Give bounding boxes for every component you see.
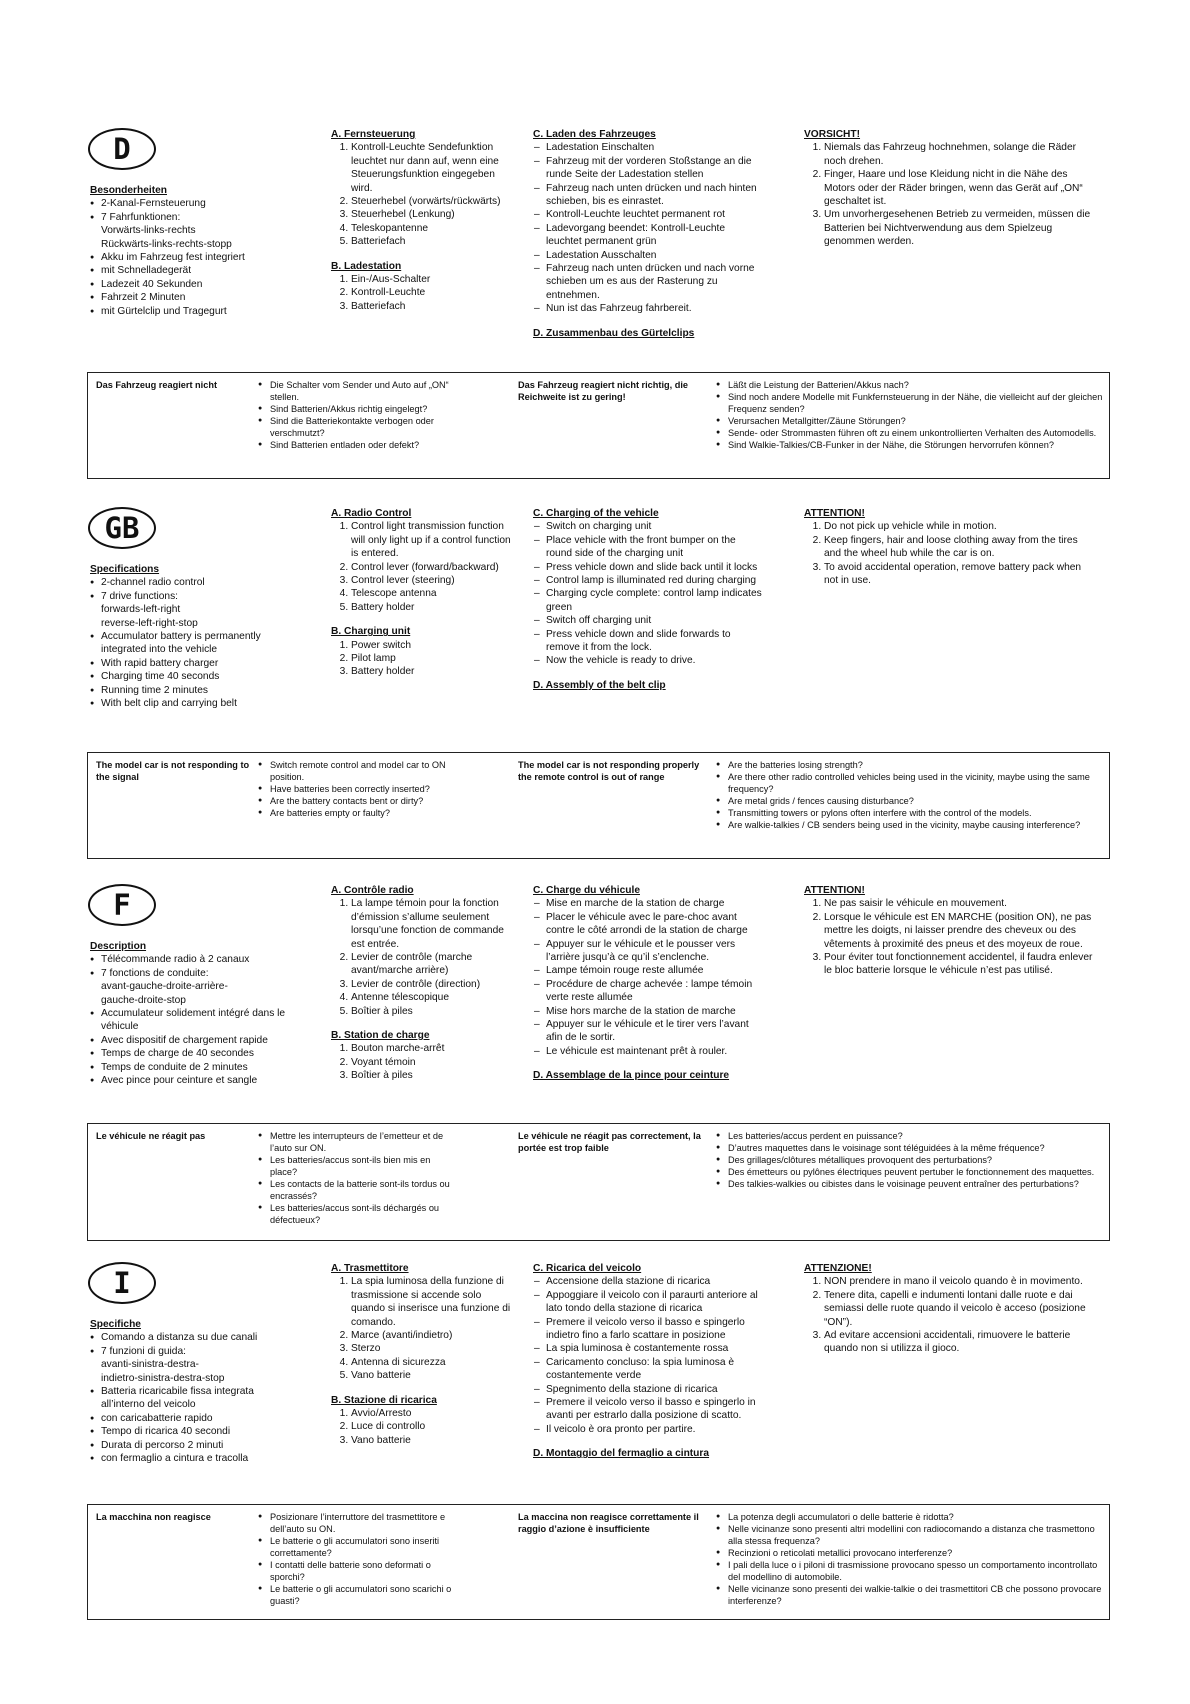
caution-item: 3. To avoid accidental operation, remove battery pack when not in use. [824, 561, 1094, 588]
charging-station-parts [331, 639, 511, 679]
spec-item: ● Temps de conduite de 2 minutes [90, 1061, 295, 1074]
section-i [0, 1262, 1190, 1620]
specifications-column [90, 1318, 295, 1465]
check-item: ● Are walkie-talkies / CB senders being used in the vicinity, maybe causing interference? [716, 819, 1104, 831]
part-item: 3. Batteriefach [351, 300, 511, 313]
problem-poor-range: The model car is not responding properly the remote control is out of range [518, 760, 700, 782]
spec-item: ● mit Gürtelclip und Tragegurt [90, 305, 295, 318]
spec-item: ● Comando a distanza su due canali [90, 1331, 295, 1344]
charging-step: – Fahrzeug nach unten drücken und nach hinten schieben, bis es einrastet. [533, 182, 763, 209]
check-item: ● Sind noch andere Modelle mit Funkfernsteuerung in der Nähe, die vielleicht auf der gleichen Frequenz senden? [716, 391, 1104, 415]
part-item: 1. Bouton marche-arrêt [351, 1042, 511, 1055]
charging-step: – Charging cycle complete: control lamp indicates green [533, 587, 763, 614]
check-item: ● Nelle vicinanze sono presenti altri modellini con radiocomando a distanza che trasmettono alla stessa frequenza? [716, 1523, 1104, 1547]
charging-station-title: B. Stazione di ricarica [331, 1394, 437, 1406]
part-item: 3. Steuerhebel (Lenkung) [351, 208, 511, 221]
checks-poor-range [716, 379, 1104, 451]
charging-vehicle-title: C. Charge du véhicule [533, 885, 640, 896]
remote-control-title: A. Contrôle radio [331, 885, 414, 896]
caution-list [804, 141, 1094, 248]
charging-step: – Spegnimento della stazione di ricarica [533, 1383, 763, 1396]
troubleshooting-box [87, 1504, 1110, 1620]
check-item: ● Sind die Batteriekontakte verbogen oder verschmutzt? [258, 415, 458, 439]
checks-no-response [258, 1130, 458, 1226]
check-item: ● Sind Batterien entladen oder defekt? [258, 439, 458, 451]
check-item: ● Le batterie o gli accumulatori sono scarichi o guasti? [258, 1583, 458, 1607]
part-item: 3. Battery holder [351, 665, 511, 678]
spec-item: ● Akku im Fahrzeug fest integriert [90, 251, 295, 264]
caution-item: 3. Ad evitare accensioni accidentali, rimuovere le batterie quando non si utilizza il gioco. [824, 1329, 1094, 1356]
controls-column [331, 507, 511, 690]
charging-column [533, 507, 763, 692]
caution-title: ATTENTION! [804, 885, 865, 896]
remote-control-parts [331, 897, 511, 1018]
specifications-title: Specifications [90, 564, 160, 575]
part-item: 4. Teleskopantenne [351, 222, 511, 235]
charging-station-title: B. Charging unit [331, 626, 411, 638]
charging-column [533, 128, 763, 340]
problem-no-response: Das Fahrzeug reagiert nicht [96, 380, 217, 390]
part-item: 2. Voyant témoin [351, 1056, 511, 1069]
section-gb [0, 507, 1190, 859]
belt-clip-title: D. Zusammenbau des Gürtelclips [533, 327, 695, 339]
spec-item: ● 7 Fahrfunktionen: Vorwärts-links-rechts Rückwärts-links-rechts-stopp [90, 211, 295, 251]
part-item: 2. Luce di controllo [351, 1420, 511, 1433]
check-item: ● Les batteries/accus sont-ils déchargés ou défectueux? [258, 1202, 458, 1226]
part-item: 2. Control lever (forward/backward) [351, 561, 511, 574]
check-item: ● Transmitting towers or pylons often interfere with the control of the models. [716, 807, 1104, 819]
charging-column [533, 1262, 763, 1461]
charging-step: – Now the vehicle is ready to drive. [533, 654, 763, 667]
check-item: ● Die Schalter vom Sender und Auto auf „ON“ stellen. [258, 379, 458, 403]
language-badge: F [88, 884, 156, 926]
belt-clip-title: D. Assemblage de la pince pour ceinture [533, 1070, 730, 1082]
remote-control-title: A. Radio Control [331, 508, 412, 519]
charging-step: – Ladestation Ausschalten [533, 249, 763, 262]
controls-column [331, 128, 511, 324]
part-item: 2. Pilot lamp [351, 652, 511, 665]
charging-step: – Nun ist das Fahrzeug fahrbereit. [533, 302, 763, 315]
section-d [0, 128, 1190, 479]
spec-item: ● mit Schnelladegerät [90, 264, 295, 277]
charging-steps [533, 520, 763, 667]
caution-item: 3. Um unvorhergesehenen Betrieb zu vermeiden, müssen die Batterien bei Nichtverwendung aus dem Spielzeug genommen werden. [824, 208, 1094, 248]
charging-step: – Procédure de charge achevée : lampe témoin verte reste allumée [533, 978, 763, 1005]
charging-step: – Appuyer sur le véhicule et le tirer vers l’avant afin de le sortir. [533, 1018, 763, 1045]
controls-column [331, 884, 511, 1094]
charging-step: – Lampe témoin rouge reste allumée [533, 964, 763, 977]
check-item: ● Des émetteurs ou pylônes électriques peuvent pertuber le fonctionnement des maquettes. [716, 1166, 1104, 1178]
remote-control-parts [331, 1275, 511, 1382]
charging-column [533, 884, 763, 1083]
charging-step: – Appuyer sur le véhicule et le pousser vers l’arrière jusqu’à ce qu’il s’enclenche. [533, 938, 763, 965]
charging-station-title: B. Station de charge [331, 1030, 430, 1042]
check-item: ● Recinzioni o reticolati metallici provocano interferenze? [716, 1547, 1104, 1559]
caution-list [804, 897, 1094, 977]
part-item: 4. Antenna di sicurezza [351, 1356, 511, 1369]
charging-vehicle-title: C. Charging of the vehicle [533, 508, 659, 519]
caution-item: 2. Finger, Haare und lose Kleidung nicht in die Nähe des Motors oder der Räder bringen, wenn das Gerät auf „ON“ geschaltet ist. [824, 168, 1094, 208]
charging-station-title: B. Ladestation [331, 260, 402, 272]
part-item: 1. Kontroll-Leuchte Sendefunktion leuchtet nur dann auf, wenn eine Steuerungsfunktion eingegeben wird. [351, 141, 511, 195]
charging-step: – Fahrzeug mit der vorderen Stoßstange an die runde Seite der Ladestation stellen [533, 155, 763, 182]
check-item: ● I contatti delle batterie sono deformati o sporchi? [258, 1559, 458, 1583]
spec-item: ● With rapid battery charger [90, 657, 295, 670]
part-item: 2. Steuerhebel (vorwärts/rückwärts) [351, 195, 511, 208]
check-item: ● Are batteries empty or faulty? [258, 807, 458, 819]
check-item: ● Verursachen Metallgitter/Zäune Störungen? [716, 415, 1104, 427]
check-item: ● Sende- oder Strommasten führen oft zu einem unkontrollierten Verhalten des Automodells. [716, 427, 1104, 439]
check-item: ● Have batteries been correctly inserted? [258, 783, 458, 795]
specifications-list [90, 1331, 295, 1465]
checks-no-response [258, 379, 458, 451]
check-item: ● Are there other radio controlled vehicles being used in the vicinity, maybe using the same frequency? [716, 771, 1104, 795]
troubleshooting-box [87, 752, 1110, 859]
checks-no-response [258, 759, 458, 819]
remote-control-parts [331, 520, 511, 614]
part-item: 1. Control light transmission function will only light up if a control function is entered. [351, 520, 511, 560]
part-item: 2. Levier de contrôle (marche avant/marche arrière) [351, 951, 511, 978]
charging-step: – Ladestation Einschalten [533, 141, 763, 154]
check-item: ● La potenza degli accumulatori o delle batterie è ridotta? [716, 1511, 1104, 1523]
specifications-title: Description [90, 941, 147, 952]
check-item: ● Are the batteries losing strength? [716, 759, 1104, 771]
charging-step: – Caricamento concluso: la spia luminosa è costantemente verde [533, 1356, 763, 1383]
caution-item: 1. Niemals das Fahrzeug hochnehmen, solange die Räder noch drehen. [824, 141, 1094, 168]
spec-item: ● con caricabatterie rapido [90, 1412, 295, 1425]
check-item: ● Des grillages/clôtures métalliques provoquent des perturbations? [716, 1154, 1104, 1166]
charging-step: – Premere il veicolo verso il basso e spingerlo indietro fino a farlo scattare in posizione [533, 1316, 763, 1343]
spec-item: ● Durata di percorso 2 minuti [90, 1439, 295, 1452]
specifications-list [90, 576, 295, 710]
remote-control-parts [331, 141, 511, 248]
part-item: 5. Vano batterie [351, 1369, 511, 1382]
specifications-title: Besonderheiten [90, 185, 167, 196]
spec-item: ● With belt clip and carrying belt [90, 697, 295, 710]
caution-column [804, 884, 1094, 989]
caution-item: 2. Keep fingers, hair and loose clothing away from the tires and the wheel hub while the car is on. [824, 534, 1094, 561]
charging-vehicle-title: C. Ricarica del veicolo [533, 1263, 642, 1274]
spec-item: ● 7 fonctions de conduite: avant-gauche-droite-arrière- gauche-droite-stop [90, 967, 295, 1007]
caution-title: ATTENZIONE! [804, 1263, 872, 1274]
charging-steps [533, 141, 763, 315]
check-item: ● Sind Batterien/Akkus richtig eingelegt? [258, 403, 458, 415]
specifications-column [90, 563, 295, 710]
check-item: ● Des talkies-walkies ou cibistes dans le voisinage peuvent entraîner des perturbations? [716, 1178, 1104, 1190]
caution-item: 2. Tenere dita, capelli e indumenti lontani dalle ruote e dai semiassi delle ruote quando il veicolo è acceso (posizione “ON”). [824, 1289, 1094, 1329]
charging-step: – Accensione della stazione di ricarica [533, 1275, 763, 1288]
part-item: 1. La spia luminosa della funzione di trasmissione si accende solo quando si inserisce una funzione di comando. [351, 1275, 511, 1329]
part-item: 5. Battery holder [351, 601, 511, 614]
checks-poor-range [716, 759, 1104, 831]
caution-list [804, 1275, 1094, 1355]
caution-item: 1. Ne pas saisir le véhicule en mouvement. [824, 897, 1094, 910]
spec-item: ● Télécommande radio à 2 canaux [90, 953, 295, 966]
spec-item: ● con fermaglio a cintura e tracolla [90, 1452, 295, 1465]
charging-vehicle-title: C. Laden des Fahrzeuges [533, 129, 656, 140]
part-item: 1. La lampe témoin pour la fonction d’émission s’allume seulement lorsqu’une fonction de commande est entrée. [351, 897, 511, 951]
charging-step: – Premere il veicolo verso il basso e spingerlo in avanti per estrarlo dalla posizione di scatto. [533, 1396, 763, 1423]
spec-item: ● Ladezeit 40 Sekunden [90, 278, 295, 291]
charging-station-parts [331, 1407, 511, 1447]
part-item: 3. Boîtier à piles [351, 1069, 511, 1082]
check-item: ● Switch remote control and model car to ON position. [258, 759, 458, 783]
spec-item: ● Tempo di ricarica 40 secondi [90, 1425, 295, 1438]
charging-step: – Le véhicule est maintenant prêt à rouler. [533, 1045, 763, 1058]
spec-item: ● 2-channel radio control [90, 576, 295, 589]
spec-item: ● Accumulateur solidement intégré dans le véhicule [90, 1007, 295, 1034]
remote-control-title: A. Fernsteuerung [331, 129, 416, 140]
problem-no-response: La macchina non reagisce [96, 1512, 211, 1522]
problem-no-response: The model car is not responding to the signal [96, 760, 250, 782]
charging-station-parts [331, 273, 511, 313]
caution-list [804, 520, 1094, 587]
caution-column [804, 128, 1094, 260]
charging-step: – Placer le véhicule avec le pare-choc avant contre le côté arrondi de la station de charge [533, 911, 763, 938]
spec-item: ● 7 funzioni di guida: avanti-sinistra-destra- indietro-sinistra-destra-stop [90, 1345, 295, 1385]
language-badge: GB [88, 507, 156, 549]
troubleshooting-box [87, 1123, 1110, 1241]
language-badge: I [88, 1262, 156, 1304]
charging-step: – Kontroll-Leuchte leuchtet permanent rot [533, 208, 763, 221]
charging-step: – Fahrzeug nach unten drücken und nach vorne schieben um es aus der Rasterung zu entnehmen. [533, 262, 763, 302]
specifications-title: Specifiche [90, 1319, 141, 1330]
check-item: ● Sind Walkie-Talkies/CB-Funker in der Nähe, die Störungen hervorrufen können? [716, 439, 1104, 451]
checks-poor-range [716, 1511, 1104, 1607]
part-item: 3. Vano batterie [351, 1434, 511, 1447]
part-item: 5. Batteriefach [351, 235, 511, 248]
charging-step: – Switch on charging unit [533, 520, 763, 533]
problem-poor-range: La maccina non reagisce correttamente il raggio d’azione è insufficiente [518, 1512, 699, 1534]
part-item: 4. Antenne télescopique [351, 991, 511, 1004]
specifications-list [90, 953, 295, 1087]
spec-item: ● Avec pince pour ceinture et sangle [90, 1074, 295, 1087]
section-f [0, 884, 1190, 1241]
problem-poor-range: Le véhicule ne réagit pas correctement, la portée est trop faible [518, 1131, 701, 1153]
check-item: ● Are metal grids / fences causing disturbance? [716, 795, 1104, 807]
part-item: 3. Levier de contrôle (direction) [351, 978, 511, 991]
charging-step: – Ladevorgang beendet: Kontroll-Leuchte leuchtet permanent grün [533, 222, 763, 249]
charging-step: – Switch off charging unit [533, 614, 763, 627]
caution-item: 2. Lorsque le véhicule est EN MARCHE (position ON), ne pas mettre les doigts, ni laisser prendre des cheveux ou des vêtements à proximité des pneus et des moyeux de roue. [824, 911, 1094, 951]
part-item: 5. Boîtier à piles [351, 1005, 511, 1018]
check-item: ● Les batteries/accus perdent en puissance? [716, 1130, 1104, 1142]
caution-column [804, 1262, 1094, 1367]
checks-no-response [258, 1511, 458, 1607]
spec-item: ● Avec dispositif de chargement rapide [90, 1034, 295, 1047]
check-item: ● Les contacts de la batterie sont-ils tordus ou encrassés? [258, 1178, 458, 1202]
charging-step: – Press vehicle down and slide forwards to remove it from the lock. [533, 628, 763, 655]
part-item: 1. Ein-/Aus-Schalter [351, 273, 511, 286]
check-item: ● Nelle vicinanze sono presenti dei walkie-talkie o dei trasmettitori CB che possono provocare interferenze? [716, 1583, 1104, 1607]
troubleshooting-box [87, 372, 1110, 479]
problem-no-response: Le véhicule ne réagit pas [96, 1131, 206, 1141]
charging-station-parts [331, 1042, 511, 1082]
check-item: ● Are the battery contacts bent or dirty? [258, 795, 458, 807]
charging-step: – Place vehicle with the front bumper on the round side of the charging unit [533, 534, 763, 561]
check-item: ● Posizionare l’interruttore del trasmettitore e dell’auto su ON. [258, 1511, 458, 1535]
check-item: ● I pali della luce o i piloni di trasmissione provocano spesso un comportamento incontrollato del modellino di automobile. [716, 1559, 1104, 1583]
caution-title: VORSICHT! [804, 129, 861, 140]
charging-steps [533, 1275, 763, 1436]
part-item: 4. Telescope antenna [351, 587, 511, 600]
caution-item: 1. Do not pick up vehicle while in motion. [824, 520, 1094, 533]
charging-steps [533, 897, 763, 1058]
charging-step: – Control lamp is illuminated red during charging [533, 574, 763, 587]
charging-step: – Appoggiare il veicolo con il paraurti anteriore al lato tondo della stazione di ricarica [533, 1289, 763, 1316]
part-item: 2. Marce (avanti/indietro) [351, 1329, 511, 1342]
specifications-column [90, 184, 295, 318]
checks-poor-range [716, 1130, 1104, 1190]
language-badge: D [88, 128, 156, 170]
charging-step: – Il veicolo è ora pronto per partire. [533, 1423, 763, 1436]
spec-item: ● 7 drive functions: forwards-left-right reverse-left-right-stop [90, 590, 295, 630]
caution-item: 3. Pour éviter tout fonctionnement accidentel, il faudra enlever le bloc batterie lorsque le véhicule n’est pas utilisé. [824, 951, 1094, 978]
check-item: ● Mettre les interrupteurs de l’emetteur et de l’auto sur ON. [258, 1130, 458, 1154]
part-item: 3. Sterzo [351, 1342, 511, 1355]
caution-item: 1. NON prendere in mano il veicolo quando è in movimento. [824, 1275, 1094, 1288]
charging-step: – Mise hors marche de la station de marche [533, 1005, 763, 1018]
spec-item: ● Accumulator battery is permanently integrated into the vehicle [90, 630, 295, 657]
spec-item: ● Running time 2 minutes [90, 684, 295, 697]
part-item: 3. Control lever (steering) [351, 574, 511, 587]
spec-item: ● 2-Kanal-Fernsteuerung [90, 197, 295, 210]
check-item: ● D’autres maquettes dans le voisinage sont téléguidées à la même fréquence? [716, 1142, 1104, 1154]
charging-step: – La spia luminosa è costantemente rossa [533, 1342, 763, 1355]
charging-step: – Mise en marche de la station de charge [533, 897, 763, 910]
remote-control-title: A. Trasmettitore [331, 1263, 409, 1274]
belt-clip-title: D. Montaggio del fermaglio a cintura [533, 1448, 710, 1460]
check-item: ● Läßt die Leistung der Batterien/Akkus nach? [716, 379, 1104, 391]
caution-column [804, 507, 1094, 598]
spec-item: ● Temps de charge de 40 secondes [90, 1047, 295, 1060]
specifications-column [90, 940, 295, 1087]
check-item: ● Les batteries/accus sont-ils bien mis en place? [258, 1154, 458, 1178]
spec-item: ● Charging time 40 seconds [90, 670, 295, 683]
part-item: 1. Power switch [351, 639, 511, 652]
part-item: 2. Kontroll-Leuchte [351, 286, 511, 299]
problem-poor-range: Das Fahrzeug reagiert nicht richtig, die Reichweite ist zu gering! [518, 380, 689, 402]
spec-item: ● Fahrzeit 2 Minuten [90, 291, 295, 304]
charging-step: – Press vehicle down and slide back until it locks [533, 561, 763, 574]
caution-title: ATTENTION! [804, 508, 865, 519]
part-item: 1. Avvio/Arresto [351, 1407, 511, 1420]
specifications-list [90, 197, 295, 318]
check-item: ● Le batterie o gli accumulatori sono inseriti correttamente? [258, 1535, 458, 1559]
belt-clip-title: D. Assembly of the belt clip [533, 679, 666, 691]
controls-column [331, 1262, 511, 1458]
spec-item: ● Batteria ricaricabile fissa integrata all’interno del veicolo [90, 1385, 295, 1412]
